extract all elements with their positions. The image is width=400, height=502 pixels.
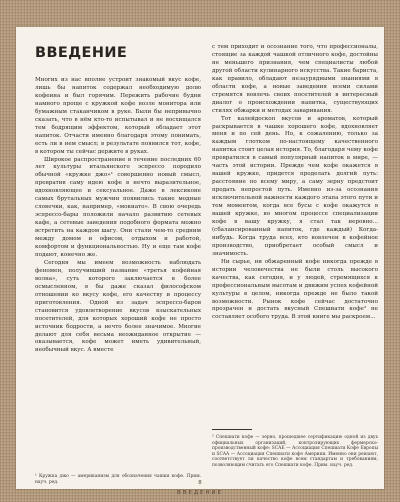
page-number: 8 xyxy=(198,480,202,486)
paragraph: Сегодня мы имеем возможность наблюдать феномен, получивший название «третья кофейная волна», суть которого заключается в более осмысленном, я бы даже сказал философском отношении ко вкусу кофе, его качеству и процессу приготовления. Одной из задач эспрессо-баров становится удовлетворение вкусов взыскательных посетителей, для которых хороший кофе не просто источник бодрости, а нечто более значимое. Многие делают для себя весьма неожиданное открытие — оказывается, кофе может иметь удивительный, необычный вкус. А вместе xyxy=(35,259,201,354)
right-column xyxy=(212,44,378,426)
footnote-rule xyxy=(212,429,252,430)
paragraph: Тот калейдоскоп вкусов и ароматов, который раскрывается в чашке хорошего кофе, вдохновляет меня и по сей день. Но, к сожалению, только за каждым глотком по-настоящему качественного напитка стоит целая история. То, благодаря чему кофе превратился в самый популярный напиток в мире, — часть этой истории. Прежде чем кофе окажется в вашей кружке, придется проделать долгий путь: расстояние по всему миру, а саму зерну предстоит продать непростой путь. Именно из-за осознания исключительной важности каждого этапа этого пути и тем моментом, когда все бусы с кофе окажутся в вашей кружке, во многом процессе специализации кофе в вашу кружку, я стал так неровно... (сбалансированный напиток, где каждый) Когда-нибудь. Когда труда всех, кто вовлечен в кофейное производство, приобретает особый смысл и значимость. xyxy=(212,115,378,257)
paragraph: Ни сырье, ни обжаренный кофе никогда прежде в истории человечества не были столь высокого качества, как сегодня, и у людей, стремящихся к профессиональным высотам и движим успех кофейной культуры в целом, никогда прежде не было такой возможности. Рынок кофе сейчас достаточно прозрачен и достать вкусный Спешиати кофе² не составляет особого труда. В этой книге мы раскроем... xyxy=(212,258,378,321)
left-column xyxy=(35,77,201,469)
footnote-right: ² Спешиати кофе — зерно, прошедшее сертификацию одной из двух официальных организаций, контролирующих фермерско-производственный кофе: SCAE — Ассоциация Спешиати Кофе Европы и SCAA — Ассоциация Спешиати кофе Америки. Именно они решают, соответствует ли качество кофе всем стандартам и требованиям, позволяющим считать его Спешиати кофе. Прим. науч. ред. xyxy=(212,435,378,468)
paragraph: Широкое распространение в течение последних 60 лет культуры итальянского эспрессо породило обычной «кружке джо»¹ совершенно новый смысл, превратив саму идею кофе в нечто выразительное, вдохновляющее и сексуальное. Даже в лексиконе самых брутальных мужчин появились такие модные словечки, как, например, «мокиато». В свою очередь эспрессо-бары положили начало развитию сетевых кафе, а сетевые заведения подобного формата можно встретить на каждом шагу. Они стали чем-то средним между домом и офисом, отдыхом и работой, комфортом и функциональностью. Ну и еще там кофе подают, конечно же. xyxy=(35,156,201,258)
paragraph: с тем приходит и осознание того, что профессионалы, стоящие за каждой чашкой отличного кофе, достойны не меньшего признания, чем специалисты любой другой области кулинарного искусства. Такие бариста, как правило, обладают незаурядными знаниями в области кофе, а новые заведения всеми силами стремятся вовлечь своих посетителей в интересный диалог о происхождении напитка, существующих стилях обжарки и методах заваривания. xyxy=(212,44,378,114)
paragraph: Многих из нас вполне устроит знакомый вкус кофе, лишь бы напиток содержал необходимую долю кофеина и был горячим. Пережить рабочие будни намного проще с кружкой кофе возле монитора или бумажным стаканчиком в руке. Были бы непривычно сказать, что в нём кто-то испытывал и не восхищался тем бодрящим эффектом, который обладает этот напиток. Отчасти именно благодаря этому понимать, есть ли в нем смысл; в результате появился тот, кофе, в котором ты сейчас держите в руках. xyxy=(35,77,201,155)
book-page xyxy=(16,27,384,489)
page-heading: ВВЕДЕНИЕ xyxy=(35,45,128,61)
running-footer: ВВЕДЕНИЕ xyxy=(177,490,223,496)
footnote-left: ¹ Кружка джо — американизм для обозначения чашки кофе. Прим. науч. ред. xyxy=(35,474,201,485)
